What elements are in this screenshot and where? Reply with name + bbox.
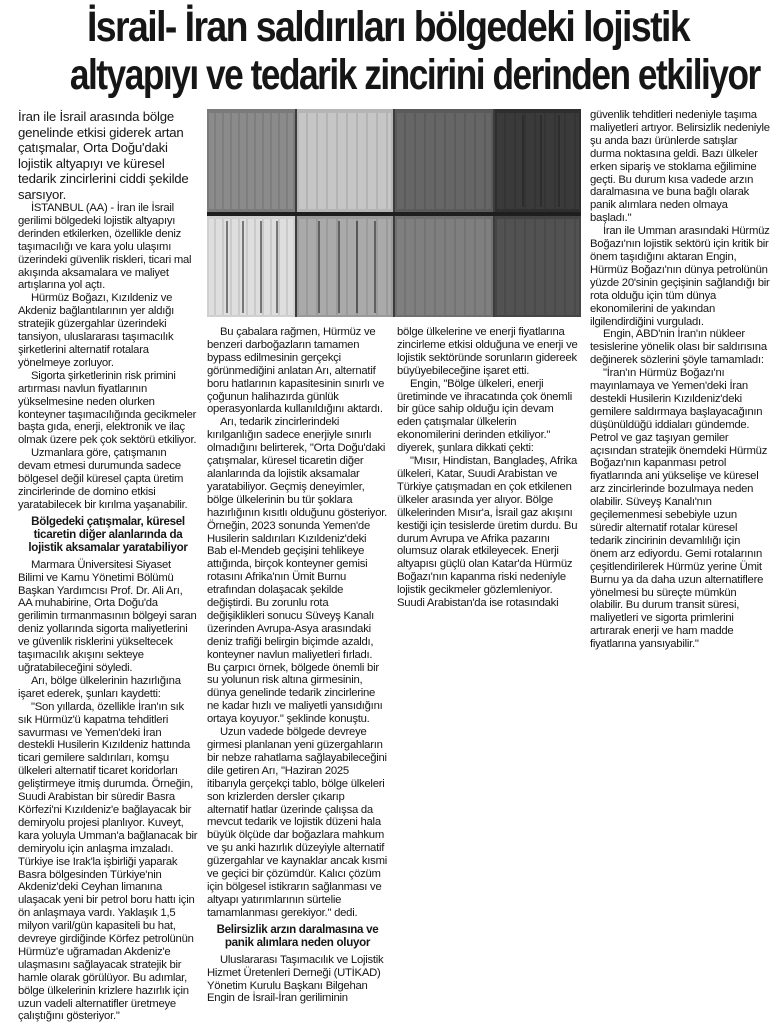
paragraph: bölge ülkelerine ve enerji fiyatlarına zincirleme etkisi olduğuna ve enerji ve lojistik sektöründe sorunların gidereek büyüyebileceğine işaret etti. [397,326,578,377]
subheading: Belirsizlik arzın daralmasına ve panik alımlara neden oluyor [216,922,379,949]
container-top-1 [207,109,295,213]
subheading: Bölgedeki çatışmalar, küresel ticaretin diğer alanlarında da lojistik aksamalar yaratabiliyor [28,514,188,554]
paragraph: İran ile Umman arasındaki Hürmüz Boğazı'nın lojistik sektörü için kritik bir önem taşıdığını aktaran Engin, Hürmüz Boğazı'nın dünya petrolünün yüzde 20'sinin geçişinin sağlandığı bir rota olduğu için tüm dünya ekonomilerini de yakından ilgilendirdiğini vurguladı. [590,225,770,328]
paragraph: "İran'ın Hürmüz Boğazı'nı mayınlamaya ve Yemen'deki İran destekli Husilerin Kızıldeniz'deki gemilere saldırmaya başlayacağının düşünüldüğü iddiaları gündemde. Petrol ve gaz taşıyan gemiler açısından stratejik önemdeki Hürmüz Boğazı'nın kapanması petrol fiyatlarında ani yükselişe ve küresel arz zincirlerinde bozulmaya neden olabilir. Süveyş Kanalı'nın geçilemenmesi sebebiyle uzun süredir alternatif rotalar küresel tedarik zincirinin devamlılığı için önem arz ediyordu. Gemi rotalarının çeşitlendirilerek Hürmüz yerine Ümit Burnu ya da daha uzun alternatiflere yönelmesi bu süreçte mümkün olabilir. Bu durum transit süresi, maliyetleri ve sigorta primlerini artırarak enerji ve ham madde fiyatlarına yansıyabilir." [590,367,768,651]
container-top-4 [495,109,581,213]
paragraph: Engin, ABD'nin İran'ın nükleer tesislerine yönelik olası bir saldırısına değinerek sözlerini şöyle tamamladı: [590,328,767,367]
paragraph: Engin, "Bölge ülkeleri, enerji üretiminde ve ihracatında çok önemli bir güce sahip olduğu için devam eden çatışmalar ülkelerin ekonomilerini derinden etkiliyor." diyerek, şunlara dikkati çekti: [397,377,572,455]
paragraph: "Son yıllarda, özellikle İran'ın sık sık Hürmüz'ü kapatma tehditleri savurması ve Yemen'deki İran destekli Husilerin Kızıldeniz hattında ticari gemilere saldırıları, komşu ülkeleri alternatif ticaret koridorları geliştirmeye itmiş durumda. Örneğin, Suudi Arabistan bir süredir Basra Körfezi'ni Kızıldeniz'e bağlayacak bir demiryolu projesi planlıyor. Kuveyt, kara yoluyla Umman'a bağlanacak bir demiryolu için anlaşma imzaladı. Türkiye ise Irak'la işbirliği yaparak Basra bölgesinden Türkiye'nin Akdeniz'deki Ceyhan limanına ulaşacak yeni bir petrol boru hattı için ön anlaşmaya vardı. Yaklaşık 1,5 milyon varil/gün kapasiteli bu hat, devreye girdiğinde Körfez petrolünün Hürmüz'e uğramadan Akdeniz'e ulaşmasını sağlayacak stratejik bir hamle olarak görülüyor. Bu adımlar, bölge ülkelerinin krizlere hazırlık için uzun vadeli alternatifler üretmeye çalıştığını gösteriyor." [18,700,198,1023]
container-top-2 [297,109,393,213]
headline-line-1: İsrail- İran saldırıları bölgedeki lojistik [86,3,690,51]
paragraph: Arı, tedarik zincirlerindeki kırılganlığın sadece enerjiyle sınırlı olmadığını belirterek, "Orta Doğu'daki çatışmalar, küresel ticaretin diğer alanlarında da lojistik aksamalar yaratabiliyor. Geçmiş deneyimler, bölge ülkelerinin bu tür şoklara hazırlığının kısıtlı olduğunu gösteriyor. Örneğin, 2023 sonunda Yemen'de Husilerin saldırıları Kızıldeniz'deki Bab el-Mendeb geçişini tehlikeye attığında, birçok konteyner gemisi rotasını Afrika'nın Ümit Burnu etrafından dolaşacak şekilde değiştirdi. Bu zorunlu rota değişiklikleri sonucu Süveyş Kanalı üzerinden Avrupa-Asya arasındaki deniz trafiği belirgin biçimde azaldı, konteyner navlun maliyetleri fırladı. Bu çarpıcı örnek, bölgede önemli bir su yolunun risk altına girmesinin, dünya genelinde tedarik zincirlerine ne kadar hızlı ve maliyetli yansıdığını ortaya koyuyor." şeklinde konuştu. [207,416,388,726]
article-column-4 [590,109,770,651]
paragraph: İSTANBUL (AA) - İran ile İsrail gerilimi bölgedeki lojistik altyapıyı derinden etkilerken, özellikle deniz taşımacılığı ve kara yolu ulaşımı üzerindeki güvenlik riskleri, ticari mal akışında aksamalara ve maliyet artışlarına yol açtı. [18,202,192,292]
stack-seam [207,212,581,216]
paragraph: Sigorta şirketlerinin risk primini artırması navlun fiyatlarının yükselmesine neden olurken konteyner taşımacılığında gecikmeler başta gıda, enerji, elektronik ve ilaç olmak üzere pek çok sektörü etkiliyor. [18,369,197,447]
headline-line-2: altyapıyı ve tedarik zincirini derinden etkiliyor [69,51,760,99]
paragraph: Arı, bölge ülkelerinin hazırlığına işaret ederek, şunları kaydetti: [18,674,181,700]
paragraph: Marmara Üniversitesi Siyaset Bilimi ve Kamu Yönetimi Bölümü Başkan Yardımcısı Prof. Dr. Ali Arı, AA muhabirine, Orta Doğu'da gerilimin tırmanmasının bölgeyi saran deniz yollarında sigorta maliyetlerini ve güvenlik risklerini yükseltecek taşımacılık akışını sekteye uğratabileceğini söyledi. [18,558,197,674]
container-top-3 [395,109,493,213]
article-spot: İran ile İsrail arasında bölge genelinde etkisi giderek artan çatışmalar, Orta Doğu'daki lojistik altyapıyı ve küresel tedarik zincirlerini ciddi şekilde sarsıyor. [18,109,189,202]
container-bottom-3 [395,215,493,317]
paragraph: Hürmüz Boğazı, Kızıldeniz ve Akdeniz bağlantılarının yer aldığı stratejik güzergahlar üzerindeki tansiyon, uluslararası taşımacılık şirketlerini alternatif rotalara yönelmeye zorluyor. [18,292,175,369]
paragraph: "Mısır, Hindistan, Bangladeş, Afrika ülkeleri, Katar, Suudi Arabistan ve Türkiye çatışmadan en çok etkilenen ülkeler arasında yer alıyor. Bölge ülkelerinden Mısır'a, İsrail gaz akışını kestiği için tesislerde üretim durdu. Bu durum Avrupa ve Afrika pazarını olumsuz olarak etkileyecek. Enerji altyapısı güçlü olan Katar'da Hürmüz Boğazı'nın kapanma riski nedeniyle lojistik gecikmeler gözlemleniyor. Suudi Arabistan'da ise rotasındaki [397,455,578,610]
paragraph: Uluslararası Taşımacılık ve Lojistik Hizmet Üretenleri Derneği (UTİKAD) Yönetim Kurulu Başkanı Bilgehan Engin de İsrail-İran geriliminin [207,953,384,1005]
container-bottom-1 [207,215,295,317]
article-column-2 [207,326,388,1005]
shipping-containers-photo [207,109,581,317]
article-column-3 [397,326,580,610]
paragraph: güvenlik tehditleri nedeniyle taşıma maliyetleri artıyor. Belirsizlik nedeniyle şu anda bazı ürünlerde satışlar durma noktasına geldi. Bazı ülkeler erken sipariş ve stoklama eğilimine geçti. Bu durum kısa vadede arzın daralmasına ve buna bağlı olarak panik alımlara neden olmaya başladı." [590,109,770,225]
container-bottom-4 [495,215,581,317]
paragraph: Uzun vadede bölgede devreye girmesi planlanan yeni güzergahların bir nebze rahatlama sağlayabileceğini dile getiren Arı, "Haziran 2025 itibarıyla gerçekçi tablo, bölge ülkeleri son krizlerden dersler çıkarıp alternatif hatlar üzerinde çalışsa da mevcut tedarik ve lojistik düzeni hala büyük ölçüde dar boğazlara mahkum ve şu anki hazırlık düzeyiyle alternatif güzergahlar ve kaynaklar ancak kısmi ve geçici bir çözümdür. Kalıcı çözüm için bölgesel istikrarın sağlanması ve altyapı yatırımlarının sürtelie tamamlanması gerekiyor." dedi. [207,726,387,919]
container-bottom-2 [297,215,393,317]
paragraph: Bu çabalara rağmen, Hürmüz ve benzeri darboğazların tamamen bypass edilmesinin gerçekçi görünmediğini anlatan Arı, alternatif boru hatlarının kapasitesinin sınırlı ve çoğunun halihazırda günlük operasyonlarda kullanıldığını aktardı. [207,326,385,416]
article-column-1 [18,109,198,1023]
paragraph: Uzmanlara göre, çatışmanın devam etmesi durumunda sadece bölgesel değil küresel çapta üretim zincirlerinde de domino etkisi yaratabilecek bir kırılma yaşanabilir. [18,447,188,511]
